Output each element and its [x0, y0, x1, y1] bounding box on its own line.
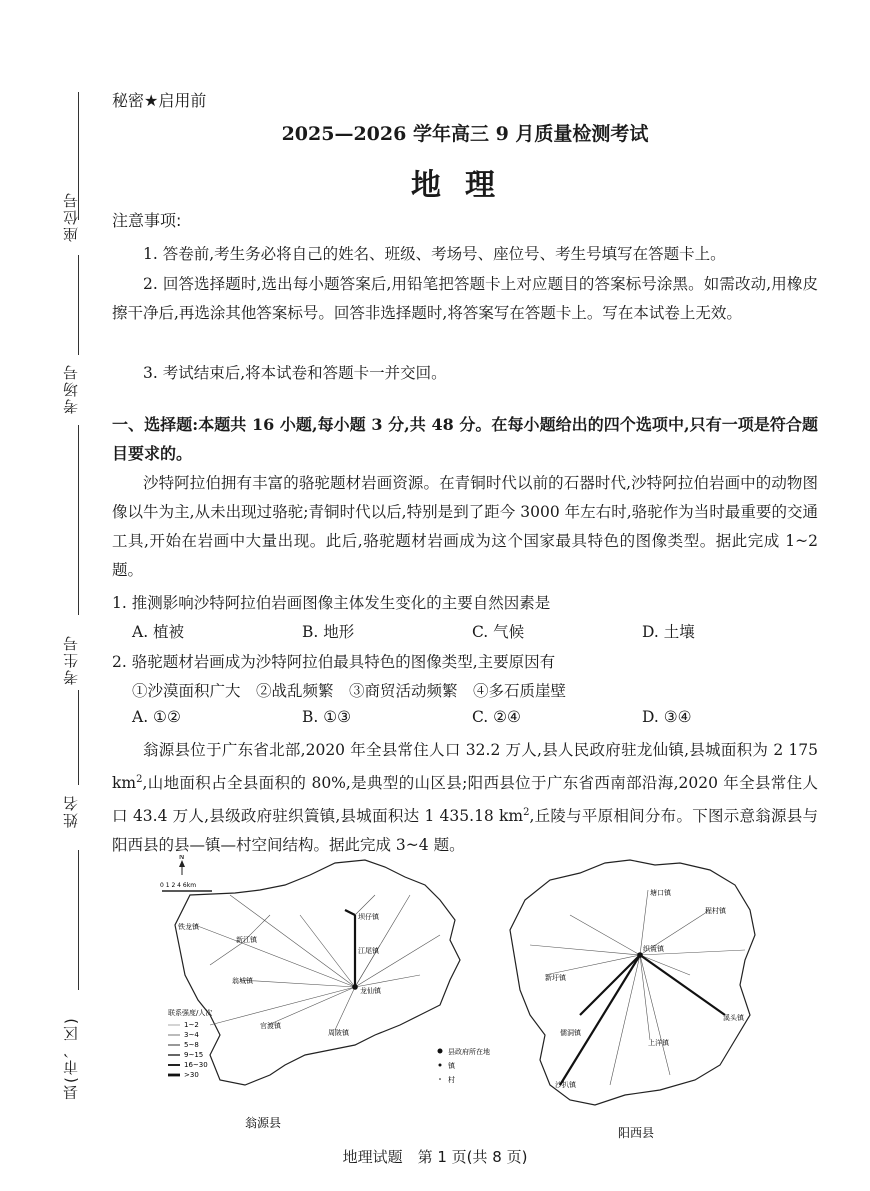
passage-2-part-2: ,山地面积占全县面积的 80%,是典型的山区县;阳西县位于广东省西南部沿海,2020 年全县常住人口 43.4 万人,县级政府驻织篢镇,县城面积达 1 435.18 km: [112, 774, 818, 826]
legend-item: 9~15: [184, 1051, 204, 1059]
legend-item: 16~30: [184, 1061, 208, 1069]
county-label: 县(市、区): [62, 1016, 80, 1100]
legend-item: >30: [184, 1071, 199, 1079]
town-label: 江尾镇: [358, 947, 379, 955]
passage-2-part-3: ,丘陵与平原相间分布。下图示意翁源县与阳西县的县—镇—村空间结构。据此完成 3~4 题。: [112, 807, 818, 855]
notice-heading: 注意事项:: [112, 211, 182, 230]
notice-item-2: 2. 回答选择题时,选出每小题答案后,用铅笔把答题卡上对应题目的答案标号涂黑。如需改动,用橡皮擦干净后,再选涂其他答案标号。回答非选择题时,将答案写在答题卡上。写在本试卷上无效。: [112, 275, 818, 322]
student-number-label: 考生号: [62, 634, 80, 685]
superscript: 2: [136, 774, 143, 785]
legend-symbol: 县政府所在地: [448, 1048, 490, 1056]
yangxi-outline: [510, 860, 755, 1105]
town-label: 铁龙镇: [178, 923, 199, 931]
yangxi-links: [530, 890, 745, 1085]
confidential-mark: 秘密★启用前: [112, 91, 207, 110]
room-number-label: 考场号: [62, 363, 80, 414]
option-b[interactable]: B. 地形: [302, 623, 355, 641]
town-label: 新圩镇: [545, 974, 566, 982]
wengyuan-links: [195, 895, 440, 1030]
town-label: 官渡镇: [260, 1022, 281, 1030]
legend-symbol: 镇: [448, 1062, 455, 1070]
superscript: 2: [523, 807, 530, 819]
exam-title: 2025—2026 学年高三 9 月质量检测考试: [281, 123, 649, 145]
notice-item-1: 1. 答卷前,考生务必将自己的姓名、班级、考场号、座位号、考生号填写在答题卡上。: [143, 245, 726, 263]
question-2-stem: 2. 骆驼题材岩画成为沙特阿拉伯最具特色的图像类型,主要原因有: [112, 653, 556, 671]
question-2-choices: ①沙漠面积广大 ②战乱频繁 ③商贸活动频繁 ④多石质崖壁: [132, 682, 567, 700]
margin-line: [78, 255, 79, 355]
subject-title: 地理: [411, 168, 519, 203]
legend-item: 3~4: [184, 1031, 199, 1039]
legend-symbol: 村: [448, 1076, 455, 1084]
town-label: 织篢镇: [643, 945, 664, 953]
question-1-options: [132, 620, 812, 642]
wengyuan-label: 翁源县: [245, 1116, 282, 1130]
legend-item: 1~2: [184, 1021, 199, 1029]
wengyuan-towns: [178, 912, 382, 1037]
question-2-options: [132, 708, 812, 726]
spatial-structure-figure: [150, 855, 790, 1155]
yangxi-label: 阳西县: [618, 1126, 655, 1140]
town-label: 塘口镇: [650, 889, 671, 897]
town-label: 程村镇: [705, 907, 726, 915]
town-label: 龙仙镇: [360, 987, 381, 995]
question-1-stem: 1. 推测影响沙特阿拉伯岩画图像主体发生变化的主要自然因素是: [112, 594, 551, 612]
north-arrow: [179, 855, 185, 875]
option-a[interactable]: A. ①②: [132, 708, 181, 726]
passage-2: [112, 736, 818, 860]
option-a[interactable]: A. 植被: [132, 623, 185, 641]
option-b[interactable]: B. ①③: [302, 708, 352, 726]
town-label: 溪头镇: [723, 1014, 744, 1022]
margin-line: [78, 850, 79, 990]
option-c[interactable]: C. 气候: [472, 623, 525, 641]
symbol-legend: [438, 1047, 491, 1084]
town-label: 新江镇: [236, 936, 257, 944]
town-label: 周陂镇: [328, 1029, 349, 1037]
notice-item-3: 3. 考试结束后,将本试卷和答题卡一并交回。: [143, 364, 447, 382]
town-label: 沙扒镇: [555, 1081, 576, 1089]
town-label: 儒洞镇: [560, 1029, 581, 1037]
scale-label: 0 1 2 4 6km: [160, 882, 197, 889]
option-c[interactable]: C. ②④: [472, 708, 521, 726]
town-label: 上洋镇: [648, 1039, 669, 1047]
binding-margin: [0, 0, 100, 1191]
north-label: N: [179, 855, 185, 861]
scale-bar: [160, 882, 212, 891]
legend-item: 5~8: [184, 1041, 199, 1049]
link-legend: [168, 1008, 212, 1079]
passage-1: 沙特阿拉伯拥有丰富的骆驼题材岩画资源。在青铜时代以前的石器时代,沙特阿拉伯岩画中的动物图像以牛为主,从未出现过骆驼;青铜时代以后,特别是到了距今 3000 年左右时,骆驼作为当时最重要的交通工具,开始在岩画中大量出现。此后,骆驼题材岩画成为这个国家最具特色的图像类型。据此完成 1~2 题。: [112, 474, 818, 579]
seat-number-label: 座位号: [62, 191, 80, 242]
option-d[interactable]: D. ③④: [642, 708, 692, 726]
town-label: 翁城镇: [232, 977, 253, 985]
town-label: 坝仔镇: [358, 913, 379, 921]
section-1-heading: 一、选择题:本题共 16 小题,每小题 3 分,共 48 分。在每小题给出的四个选项中,只有一项是符合题目要求的。: [112, 415, 818, 463]
margin-line: [78, 425, 79, 615]
name-label: 姓名: [62, 794, 80, 828]
page-footer: 地理试题 第 1 页(共 8 页): [342, 1148, 528, 1166]
passage-2-part-1: 翁源县位于广东省北部,2020 年全县常住人口 32.2 万人,县人民政府驻龙仙镇,县城面积为 2 175 km: [112, 741, 818, 793]
legend-title: 联系强度/人次: [168, 1009, 213, 1017]
option-d[interactable]: D. 土壤: [642, 623, 695, 641]
margin-line: [78, 690, 79, 785]
